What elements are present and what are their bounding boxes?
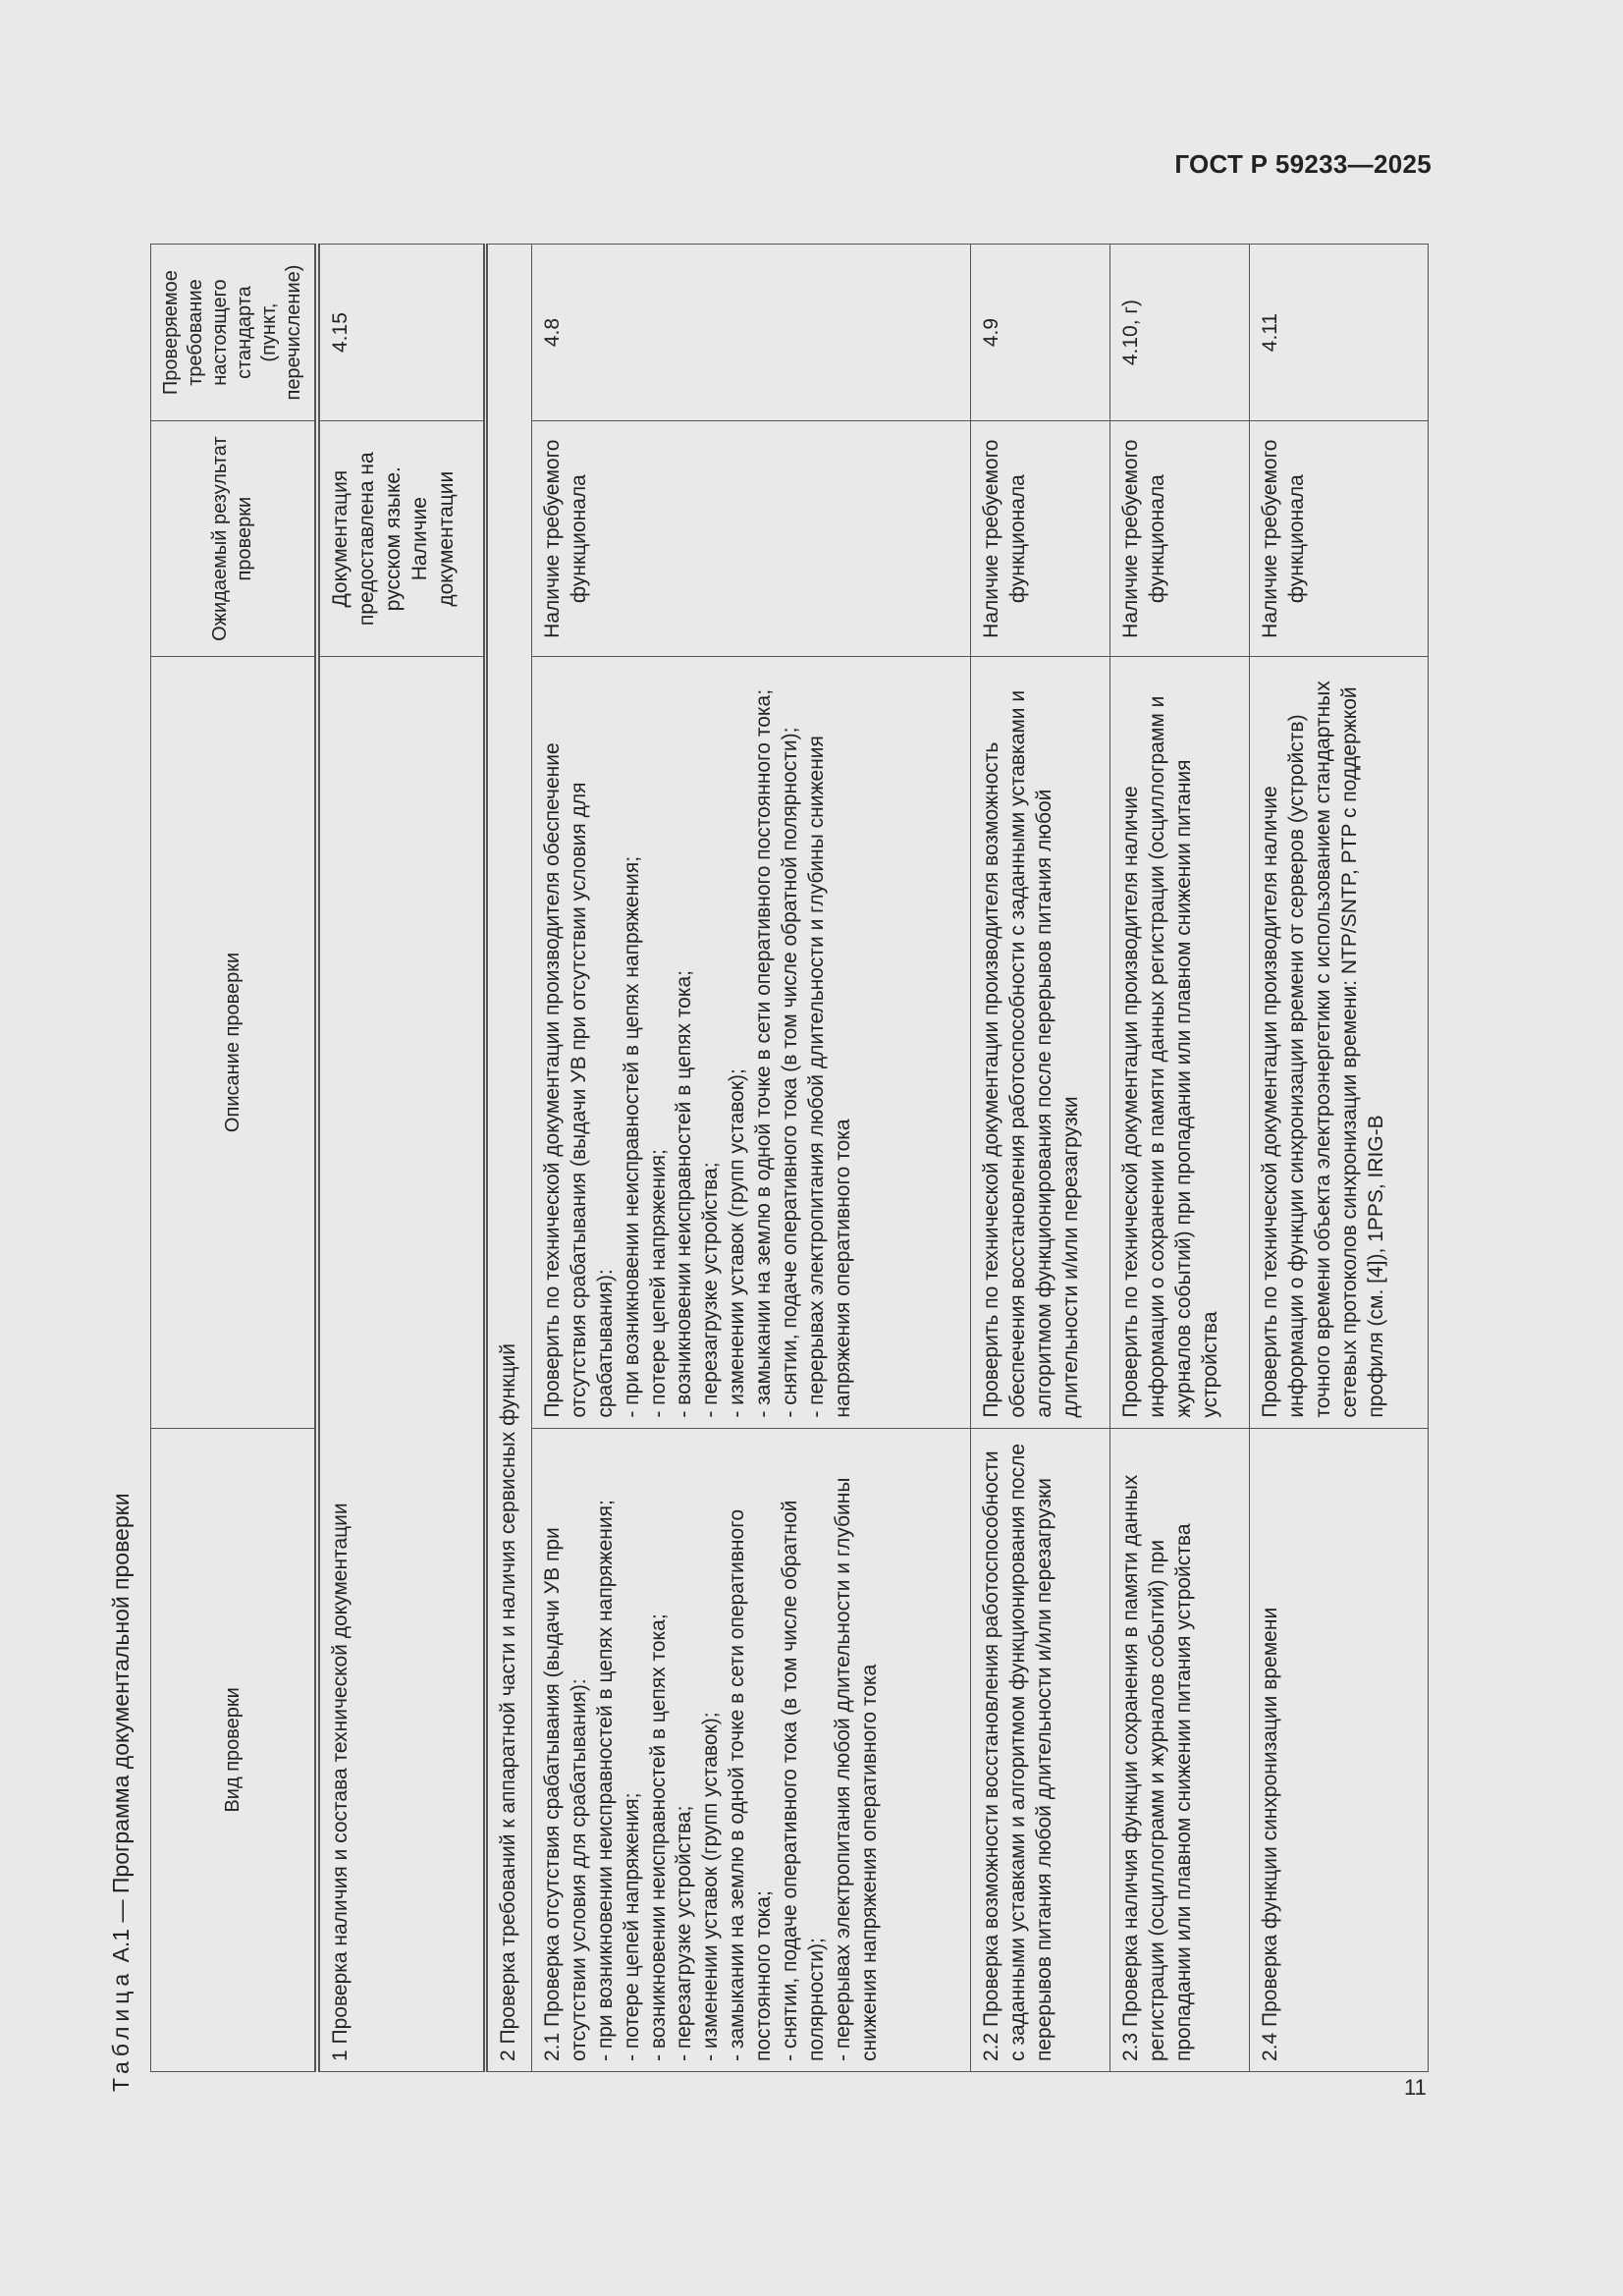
documentary-check-table <box>150 244 1429 2072</box>
row24-kind: 2.4 Проверка функции синхронизации времени <box>1250 1428 1429 2071</box>
row23-description: Проверить по технической документации производителя наличие информации о сохранении в памяти данных регистрации (осциллограмм и журналов событий) при пропадании или плавном снижении питания устройства <box>1110 657 1250 1428</box>
page-number: 11 <box>1404 2075 1427 2100</box>
column-header-requirement: Проверяемое требование настоящего стандарта (пункт, перечисление) <box>151 245 318 421</box>
row1-expected: Документация предоставлена на русском языке. Наличие документации <box>317 421 486 657</box>
table-row <box>1110 245 1250 2072</box>
column-header-description: Описание проверки <box>151 657 318 1428</box>
row23-expected: Наличие требуемого функционала <box>1110 421 1250 657</box>
document-standard-header: ГОСТ Р 59233—2025 <box>1174 149 1432 179</box>
row21-requirement: 4.8 <box>532 245 971 421</box>
table-row <box>1250 245 1429 2072</box>
row22-requirement: 4.9 <box>971 245 1110 421</box>
table-row <box>317 245 486 2072</box>
column-header-kind: Вид проверки <box>151 1428 318 2071</box>
row1-requirement: 4.15 <box>317 245 486 421</box>
column-header-expected: Ожидаемый результат проверки <box>151 421 318 657</box>
row23-kind: 2.3 Проверка наличия функции сохранения в памяти данных регистрации (осциллограмм и журналов событий) при пропадании или плавном снижении питания устройства <box>1110 1428 1250 2071</box>
table-caption <box>108 1493 135 2092</box>
table-caption-prefix: Таблица <box>108 1968 134 2092</box>
row24-expected: Наличие требуемого функционала <box>1250 421 1429 657</box>
table-row <box>532 245 971 2072</box>
row22-description: Проверить по технической документации производителя возможность обеспечения восстановления работоспособности с заданными уставками и алгоритмом функционирования после перерывов питания любой длительности и/или перезагрузки <box>971 657 1110 1428</box>
row21-description: Проверить по технической документации производителя обеспечение отсутствия срабатывания (выдачи УВ при отсутствии условия для срабатывания): - при возникновении неисправностей в цепях напряжения; - потере цепей напряжения; - возникновении неисправностей в цепях тока; - перезагрузке устройства; - изменении уставок (групп уставок); - замыкании на землю в одной точке в сети оперативного постоянного тока; - снятии, подаче оперативного тока (в том числе обратной полярности); - перерывах электропитания любой длительности и глубины снижения напряжения оперативного тока <box>532 657 971 1428</box>
row24-description: Проверить по технической документации производителя наличие информации о функции синхронизации времени от серверов (устройств) точного времени объекта электроэнергетики с использованием стандартных сетевых протоколов синхронизации времени: NTP/SNTP, PTP с поддержкой профиля (см. [4]), 1PPS, IRIG-B <box>1250 657 1429 1428</box>
row22-kind: 2.2 Проверка возможности восстановления работоспособности с заданными уставками и алгоритмом функционирования после перерывов питания любой длительности и/или перезагрузки <box>971 1428 1110 2071</box>
section-row <box>486 245 532 2072</box>
row22-expected: Наличие требуемого функционала <box>971 421 1110 657</box>
section2-title: 2 Проверка требований к аппаратной части и наличия сервисных функций <box>486 245 532 2072</box>
row1-kind: 1 Проверка наличия и состава технической документации <box>317 657 486 2072</box>
table-caption-title: А.1 — Программа документальной проверки <box>108 1493 134 1969</box>
rotated-table-frame <box>108 226 1429 2092</box>
row24-requirement: 4.11 <box>1250 245 1429 421</box>
row21-expected: Наличие требуемого функционала <box>532 421 971 657</box>
table-header-row <box>151 245 318 2072</box>
row23-requirement: 4.10, г) <box>1110 245 1250 421</box>
table-row <box>971 245 1110 2072</box>
row21-kind: 2.1 Проверка отсутствия срабатывания (выдачи УВ при отсутствии условия для срабатывания): - при возникновении неисправностей в цепях напряжения; - потере цепей напряжения; - возникновении неисправностей в цепях тока; - перезагрузке устройства; - изменении уставок (групп уставок); - замыкании на землю в одной точке в сети оперативного постоянного тока; - снятии, подаче оперативного тока (в том числе обратной полярности); - перерывах электропитания любой длительности и глубины снижения напряжения оперативного тока <box>532 1428 971 2071</box>
